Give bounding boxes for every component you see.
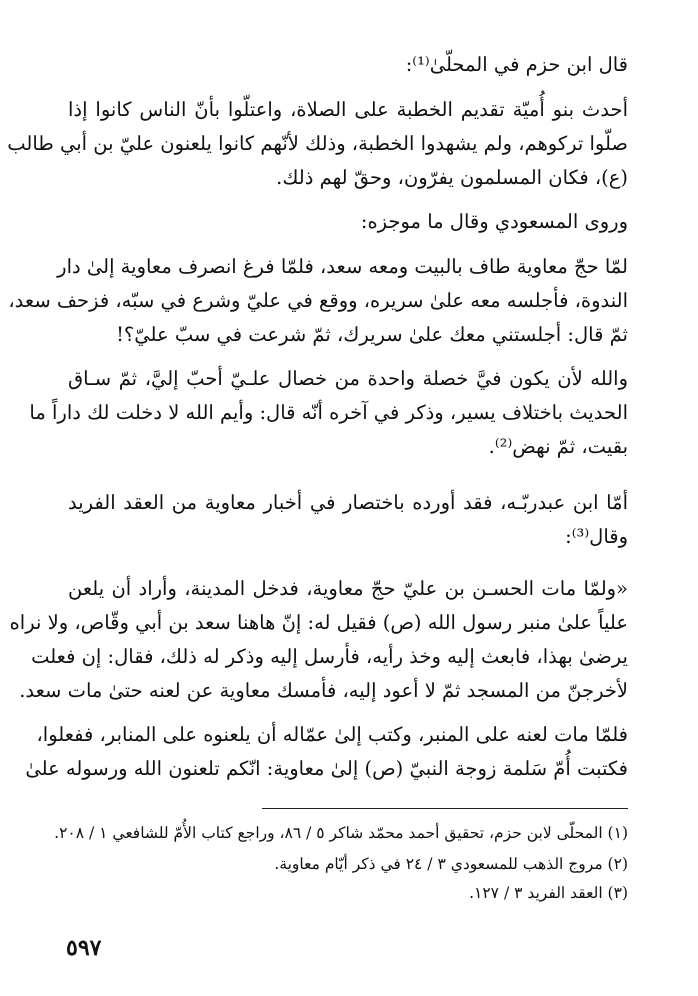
footnote-1: (١) المحلّى لابن حزم، تحقيق أحمد محمّد شاكر ٥ / ٨٦، وراجع كتاب الأُمّ للشافعي ١ / ٢٠٨.	[54, 824, 628, 842]
page-number: ٥٩٧	[66, 935, 102, 961]
text-line: قال ابن حزم في المحلّىٰ⁽¹⁾:	[405, 53, 628, 76]
text-line: «ولمّا مات الحسـن بن عليّ حجّ معاوية، فدخل المدينة، وأراد أن يلعن	[68, 577, 628, 600]
text-line: يرضىٰ بهذا، فابعث إليه وخذ رأيه، فأرسل إليه وذكر له ذلك، فقال: إن فعلت	[31, 645, 628, 668]
paragraph-saad-oath	[29, 362, 628, 464]
paragraph-umm-salama-letter	[25, 718, 628, 786]
text-line: وروى المسعودي وقال ما موجزه:	[360, 210, 628, 233]
text-line: والله لأن يكون فيَّ خصلة واحدة من خصال علـيّ أحبّ إليَّ، ثمّ سـاق	[68, 367, 628, 390]
paragraph-muawiya-hajj	[8, 250, 628, 352]
text-line: فكتبت أُمّ سَلمة زوجة النبيّ (ص) إلىٰ معاوية: انّكم تلعنون الله ورسوله علىٰ	[25, 757, 628, 780]
text-line: لمّا حجّ معاوية طاف بالبيت ومعه سعد، فلمّا فرغ انصرف معاوية إلىٰ دار	[57, 255, 628, 278]
footnote-3: (٣) العقد الفريد ٣ / ١٢٧.	[469, 884, 628, 902]
text-line: الحديث باختلاف يسير، وذكر في آخره أنّه قال: وأيم الله لا دخلت لك داراً ما	[29, 401, 628, 424]
text-line: فلمّا مات لعنه على المنبر، وكتب إلىٰ عمّاله أن يلعنوه على المنابر، ففعلوا،	[36, 723, 628, 746]
footnote-divider	[262, 808, 628, 809]
text-line: الندوة، فأجلسه معه علىٰ سريره، ووقع في عليّ وشرع في سبّه، فزحف سعد،	[8, 289, 628, 312]
text-line: أمّا ابن عبدربّـه، فقد أورده باختصار في أخبار معاوية من العقد الفريد	[68, 491, 628, 514]
text-line: علياً علىٰ منبر رسول الله (ص) فقيل له: إنّ هاهنا سعد بن أبي وقّاص، ولا نراه	[9, 611, 628, 634]
paragraph-masudi-intro	[68, 205, 628, 239]
paragraph-umayyad-khutba	[7, 93, 628, 195]
text-line: لأخرجنّ من المسجد ثمّ لا أعود إليه، فأمسك معاوية عن لعنه حتىٰ مات سعد.	[19, 679, 628, 702]
paragraph-ibn-abd-rabbih	[68, 486, 628, 554]
text-line: وقال⁽³⁾:	[565, 525, 628, 548]
paragraph-hasan-death-quote	[9, 572, 628, 708]
text-line: صلّوا تركوهم، ولم يشهدوا الخطبة، وذلك لأنّهم كانوا يلعنون عليّ بن أبي طالب	[7, 132, 628, 155]
text-line: ثمّ قال: أجلستني معك علىٰ سريرك، ثمّ شرعت في سبّ عليّ؟!	[116, 323, 628, 346]
footnote-2: (٢) مروج الذهب للمسعودي ٣ / ٢٤ في ذكر أيّام معاوية.	[274, 855, 628, 873]
text-line: أحدث بنو أُميّة تقديم الخطبة على الصلاة، واعتلّوا بأنّ الناس كانوا إذا	[68, 98, 628, 121]
text-line: بقيت، ثمّ نهض⁽²⁾.	[488, 435, 628, 458]
paragraph-intro-ibn-hazm	[68, 48, 628, 82]
text-line: (ع)، فكان المسلمون يفرّون، وحقّ لهم ذلك.	[276, 166, 628, 189]
